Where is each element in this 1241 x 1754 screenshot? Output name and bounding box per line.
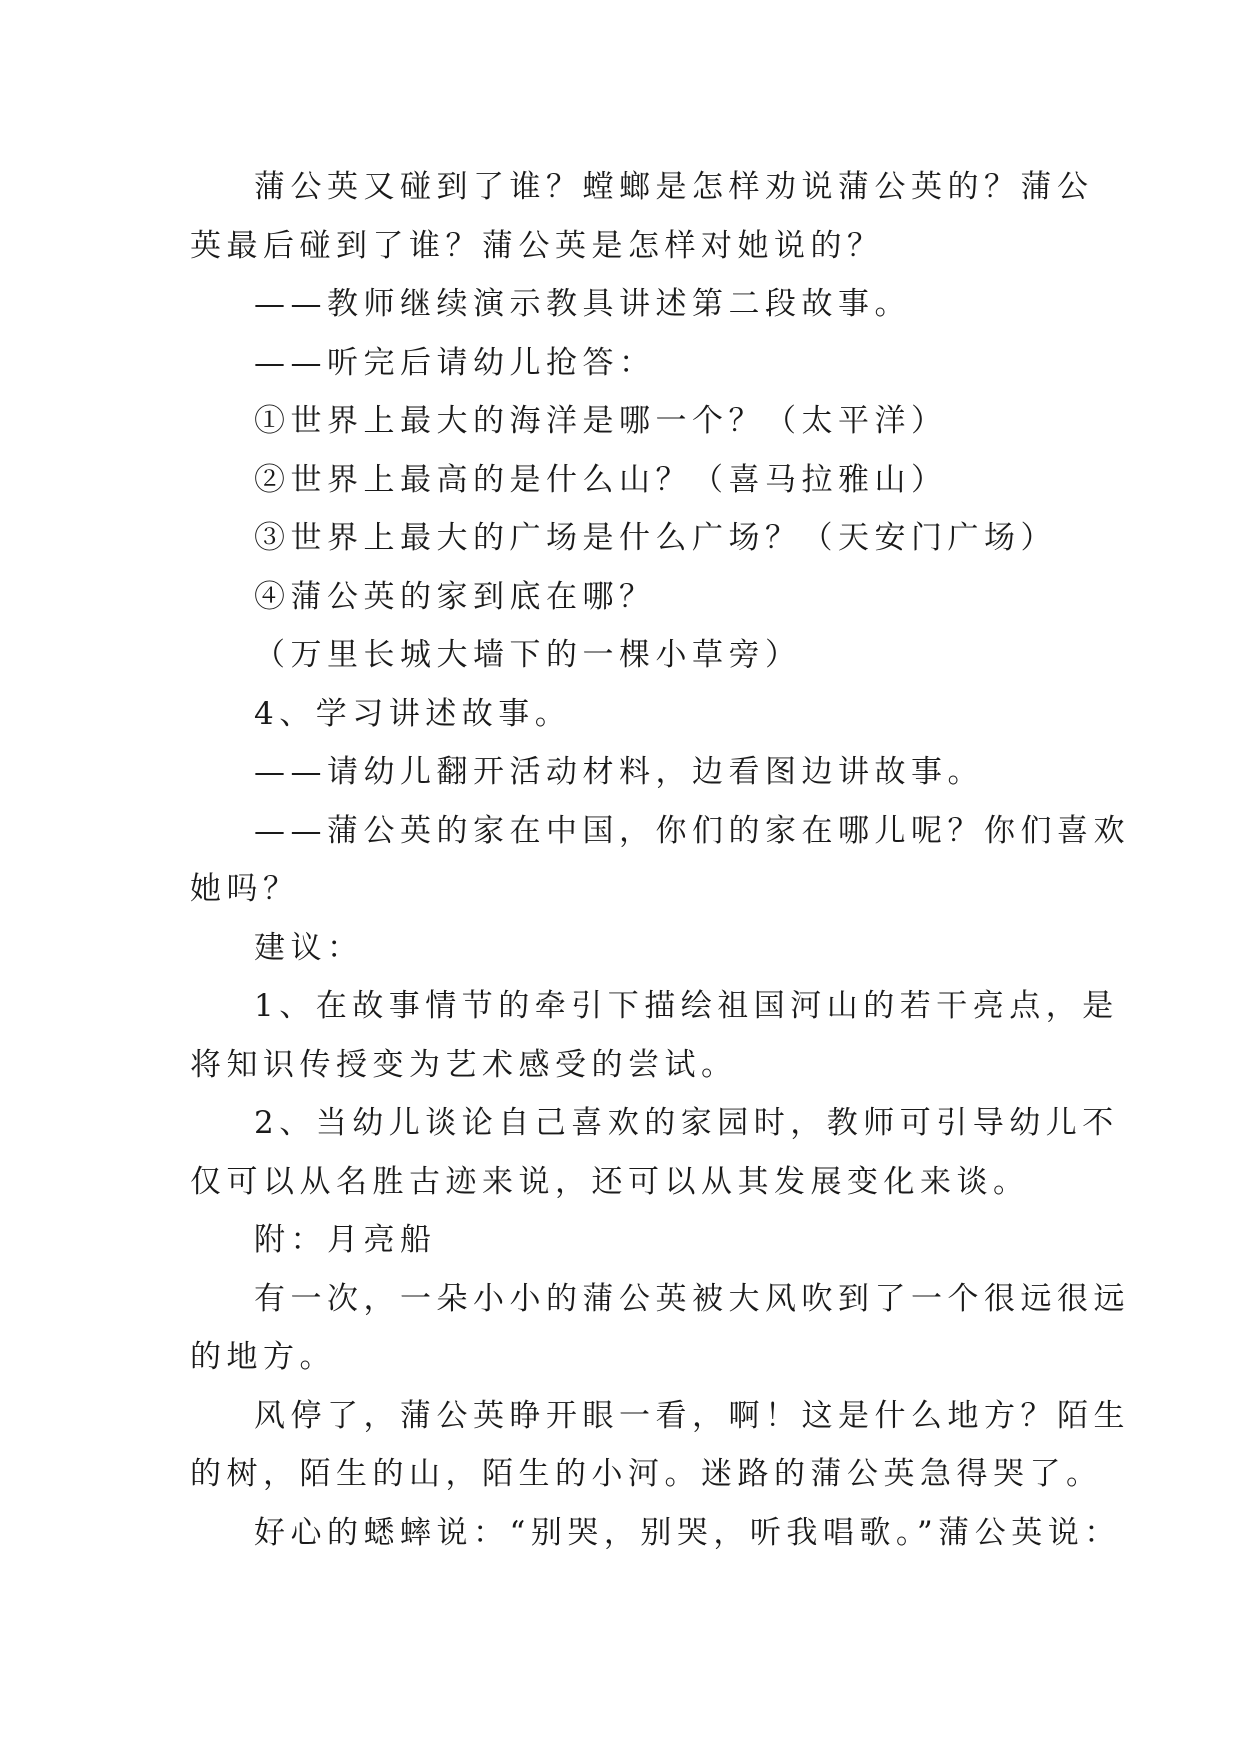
text-line: 仅可以从名胜古迹来说，还可以从其发展变化来谈。: [190, 1163, 1030, 1200]
text-line: （万里长城大墙下的一棵小草旁）: [254, 637, 802, 673]
text-line: 2、当幼儿谈论自己喜欢的家园时，教师可引导幼儿不: [254, 1105, 1119, 1141]
text-line: ②世界上最高的是什么山？（喜马拉雅山）: [254, 461, 948, 498]
text-line: ——教师继续演示教具讲述第二段故事。: [254, 286, 911, 322]
text-line: ④蒲公英的家到底在哪？: [254, 578, 656, 615]
text-line: 风停了，蒲公英睁开眼一看，啊！这是什么地方？陌生: [254, 1397, 1130, 1434]
text-line: 附：月亮船: [254, 1222, 437, 1258]
text-line: 英最后碰到了谁？蒲公英是怎样对她说的？: [190, 227, 884, 264]
text-line: 好心的蟋蟀说：“别哭，别哭，听我唱歌。”蒲公英说：: [254, 1514, 1121, 1551]
text-line: 的地方。: [190, 1339, 336, 1375]
text-line: 的树，陌生的山，陌生的小河。迷路的蒲公英急得哭了。: [190, 1456, 1103, 1492]
text-line: 1、在故事情节的牵引下描绘祖国河山的若干亮点，是: [254, 988, 1119, 1024]
text-line: 4、学习讲述故事。: [254, 695, 572, 732]
document-body: [190, 158, 1130, 1562]
text-line: 有一次，一朵小小的蒲公英被大风吹到了一个很远很远: [254, 1280, 1130, 1317]
text-line: ③世界上最大的广场是什么广场？（天安门广场）: [254, 520, 1057, 556]
text-line: ——听完后请幼儿抢答：: [254, 344, 656, 381]
text-line: ——蒲公英的家在中国，你们的家在哪儿呢？你们喜欢: [254, 812, 1130, 849]
text-line: ①世界上最大的海洋是哪一个？（太平洋）: [254, 403, 948, 439]
text-line: ——请幼儿翻开活动材料，边看图边讲故事。: [254, 754, 984, 790]
text-line: 将知识传授变为艺术感受的尝试。: [190, 1046, 738, 1083]
text-line: 她吗？: [190, 871, 300, 907]
text-line: 建议：: [254, 929, 364, 966]
text-line: 蒲公英又碰到了谁？螳螂是怎样劝说蒲公英的？蒲公: [254, 169, 1094, 205]
